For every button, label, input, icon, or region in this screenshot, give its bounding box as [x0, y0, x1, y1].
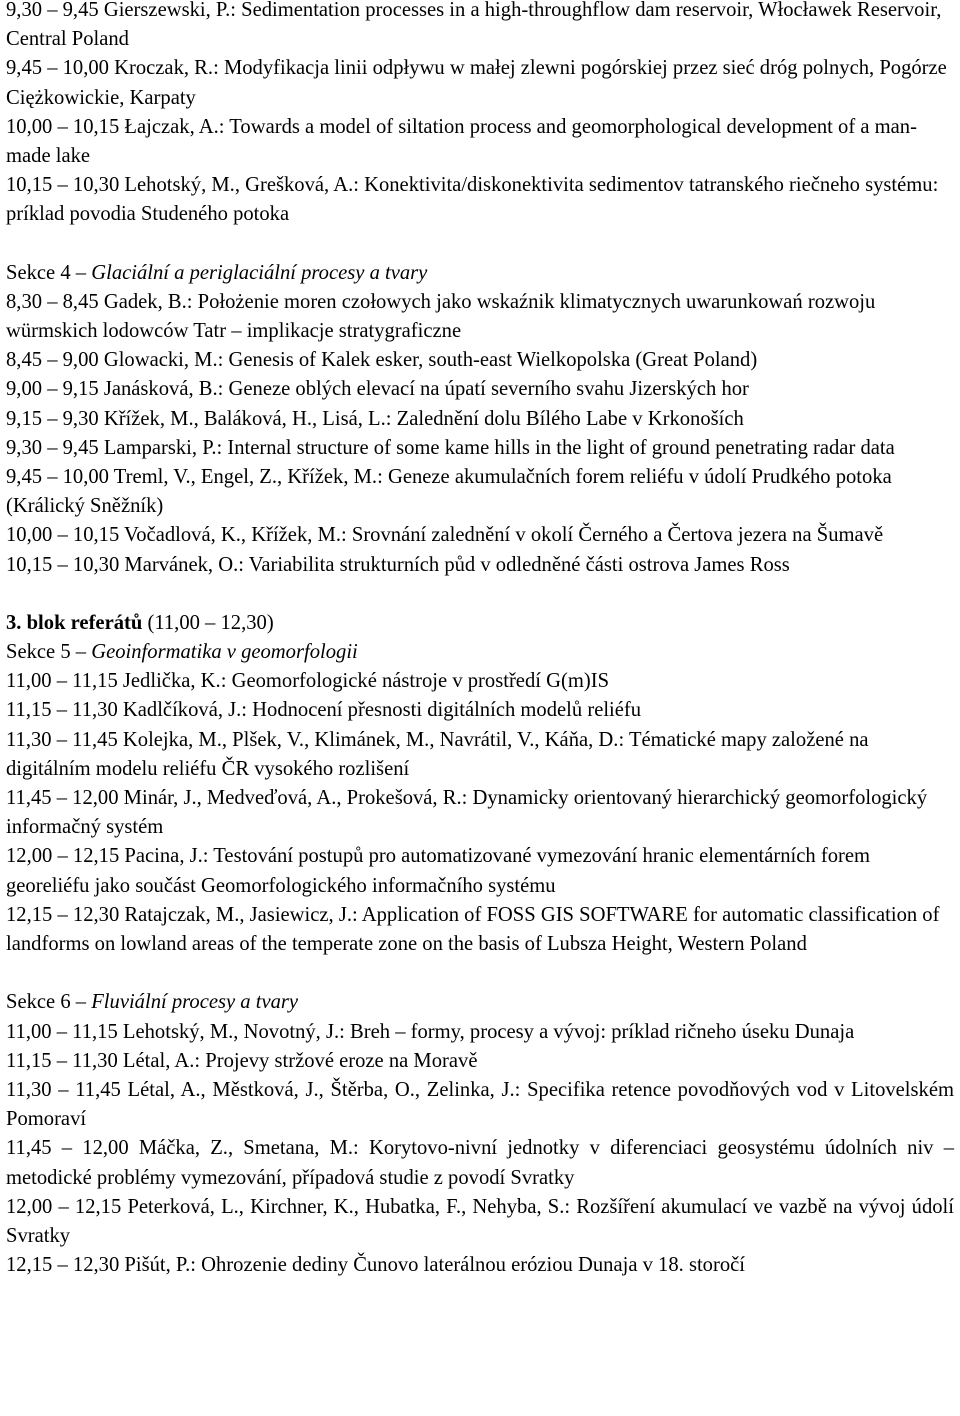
entry-title: Dynamicky orientovaný hierarchický geomorfologický informačný systém — [6, 787, 928, 839]
entry-time: 9,15 – 9,30 — [6, 407, 99, 430]
session-entry: 11,00 – 11,15 Lehotský, M., Novotný, J.: Breh – formy, procesy a vývoj: príklad ričneho úseku Dunaja — [6, 1020, 855, 1043]
entry-title: Geneze akumulačních forem reliéfu v údolí Prudkého potoka (Králický Sněžník) — [6, 466, 892, 518]
entry-title: Internal structure of some kame hills in the light of ground penetrating radar data — [227, 436, 895, 459]
entry-time: 11,45 – 12,00 — [6, 1137, 129, 1160]
session-entry: 11,30 – 11,45 Kolejka, M., Plšek, V., Klimánek, M., Navrátil, V., Káňa, D.: Tématické mapy založené na digitálním modelu reliéfu ČR vysokého rozlišení — [6, 728, 869, 780]
entry-time: 11,00 – 11,15 — [6, 1020, 118, 1043]
session-entry: 10,00 – 10,15 Łajczak, A.: Towards a model of siltation process and geomorphological development of a man-made lake — [6, 115, 917, 168]
entry-time: 11,45 – 12,00 — [6, 787, 119, 810]
entry-title: Geneze oblých elevací na úpatí severního svahu Jizerských hor — [228, 378, 749, 401]
session-entry: 11,15 – 11,30 Létal, A.: Projevy stržové eroze na Moravě — [6, 1049, 478, 1072]
entry-authors: Létal, A., Městková, J., Štěrba, O., Zelinka, J. — [127, 1078, 515, 1101]
session-entry: 9,30 – 9,45 Gierszewski, P.: Sedimentation processes in a high-throughflow dam reservoir, Włocławek Reservoir, Central Poland — [6, 0, 942, 51]
entry-time: 11,15 – 11,30 — [6, 1049, 118, 1072]
entry-time: 12,15 – 12,30 — [6, 1254, 120, 1277]
entry-title: Genesis of Kalek esker, south-east Wielkopolska (Great Poland) — [228, 349, 758, 372]
session-entry: 9,15 – 9,30 Křížek, M., Baláková, H., Lisá, L.: Zalednění dolu Bílého Labe v Krkonoších — [6, 407, 744, 430]
sekce-4 — [6, 259, 954, 580]
entry-title: Rozšíření akumulací ve vazbě na vývoj údolí Svratky — [6, 1195, 954, 1247]
section-gap — [6, 959, 954, 988]
session-entry: 11,15 – 11,30 Kadlčíková, J.: Hodnocení přesnosti digitálních modelů reliéfu — [6, 699, 642, 722]
entry-authors: Kolejka, M., Plšek, V., Klimánek, M., Navrátil, V., Káňa, D. — [122, 728, 619, 751]
session-entry: 12,00 – 12,15 Peterková, L., Kirchner, K., Hubatka, F., Nehyba, S.: Rozšíření akumulací ve vazbě na vývoj údolí Svratky — [6, 1195, 954, 1247]
entry-time: 11,30 – 11,45 — [6, 728, 118, 751]
entry-authors: Pacina, J. — [124, 845, 203, 868]
section-gap — [6, 230, 954, 259]
section-label: Sekce 6 – — [6, 991, 87, 1014]
entry-time: 11,00 – 11,15 — [6, 670, 118, 693]
entry-time: 9,45 – 10,00 — [6, 57, 109, 80]
session-entry: 12,15 – 12,30 Ratajczak, M., Jasiewicz, J.: Application of FOSS GIS SOFTWARE for automatic classification of landforms on lowland areas of the temperate zone on the basis of Lubsza Height, Western Poland — [6, 903, 940, 956]
sekce-6 — [6, 988, 954, 1280]
session-entry: 8,45 – 9,00 Glowacki, M.: Genesis of Kalek esker, south-east Wielkopolska (Great Poland) — [6, 349, 758, 372]
entry-title: Zalednění dolu Bílého Labe v Krkonoších — [396, 407, 744, 430]
session-entry: 8,30 – 8,45 Gadek, B.: Położenie moren czołowych jako wskaźnik klimatycznych uwarunkowań rozwoju würmskich lodowców Tatr – implikacje stratygraficzne — [6, 290, 876, 343]
entry-authors: Peterková, L., Kirchner, K., Hubatka, F., Nehyba, S. — [127, 1195, 565, 1218]
session-entry: 9,45 – 10,00 Treml, V., Engel, Z., Křížek, M.: Geneze akumulačních forem reliéfu v údolí Prudkého potoka (Králický Sněžník) — [6, 466, 892, 518]
entry-title: Ohrozenie dediny Čunovo laterálnou eróziou Dunaja v 18. storočí — [201, 1254, 745, 1277]
session-entry: 10,00 – 10,15 Vočadlová, K., Křížek, M.: Srovnání zalednění v okolí Černého a Čertova jezera na Šumavě — [6, 524, 884, 547]
entry-title: Hodnocení přesnosti digitálních modelů reliéfu — [252, 699, 642, 722]
entry-title: Położenie moren czołowych jako wskaźnik klimatycznych uwarunkowań rozwoju würmskich lodowców Tatr – implikacje stratygraficzne — [6, 290, 876, 343]
session-entry: 11,00 – 11,15 Jedlička, K.: Geomorfologické nástroje v prostředí G(m)IS — [6, 670, 610, 693]
section-name: Glaciální a periglaciální procesy a tvary — [91, 261, 428, 284]
section-name: Geoinformatika v geomorfologii — [91, 641, 358, 664]
entry-time: 10,00 – 10,15 — [6, 524, 120, 547]
entry-time: 10,15 – 10,30 — [6, 553, 120, 576]
entry-title: Korytovo-nivní jednotky v diferenciaci geosystému údolních niv – metodické problémy vymezování, případová studie z povodí Svratky — [6, 1137, 954, 1189]
entry-title: Geomorfologické nástroje v prostředí G(m)IS — [231, 670, 610, 693]
session-entry: 12,15 – 12,30 Pišút, P.: Ohrozenie dediny Čunovo laterálnou eróziou Dunaja v 18. storočí — [6, 1254, 745, 1277]
entry-authors: Łajczak, A. — [124, 115, 219, 138]
entry-authors: Gadek, B. — [103, 290, 187, 313]
entry-authors: Lamparski, P. — [103, 436, 217, 459]
entry-time: 11,30 – 11,45 — [6, 1078, 121, 1101]
entry-authors: Minár, J., Medveďová, A., Prokešová, R. — [123, 787, 462, 810]
entry-authors: Lehotský, M., Grešková, A. — [124, 174, 354, 197]
session-entry: 11,45 – 12,00 Máčka, Z., Smetana, M.: Korytovo-nivní jednotky v diferenciaci geosystému údolních niv – metodické problémy vymezování, případová studie z povodí Svratky — [6, 1137, 954, 1189]
entry-title: Specifika retence povodňových vod v Litovelském Pomoraví — [6, 1078, 954, 1131]
entry-title: Modyfikacja linii odpływu w małej zlewni pogórskiej przez sieć dróg polnych, Pogórze Ciężkowickie, Karpaty — [6, 57, 947, 109]
entry-time: 9,30 – 9,45 — [6, 436, 99, 459]
section-heading — [6, 988, 954, 1017]
block-heading — [6, 609, 954, 638]
entry-title: Srovnání zalednění v okolí Černého a Čertova jezera na Šumavě — [351, 524, 884, 547]
session-entry: 12,00 – 12,15 Pacina, J.: Testování postupů pro automatizované vymezování hranic elementárních forem georeliéfu jako součást Geomorfologického informačního systému — [6, 845, 871, 897]
entry-authors: Treml, V., Engel, Z., Křížek, M. — [113, 466, 378, 489]
entry-time: 10,15 – 10,30 — [6, 174, 120, 197]
sekce-5 — [6, 638, 954, 959]
session-entry: 10,15 – 10,30 Lehotský, M., Grešková, A.: Konektivita/diskonektivita sedimentov tatranského riečneho systému: príklad povodia Studeného potoka — [6, 174, 939, 226]
session-entry: 11,45 – 12,00 Minár, J., Medveďová, A., Prokešová, R.: Dynamicky orientovaný hierarchický geomorfologický informačný systém — [6, 787, 928, 839]
entry-authors: Máčka, Z., Smetana, M. — [138, 1137, 354, 1160]
entry-authors: Kroczak, R. — [114, 57, 214, 80]
entry-title: Variabilita strukturních půd v odledněné části ostrova James Ross — [248, 553, 790, 576]
section-label: Sekce 5 – — [6, 641, 87, 664]
entry-time: 9,00 – 9,15 — [6, 378, 99, 401]
entry-time: 9,45 – 10,00 — [6, 466, 109, 489]
entry-time: 12,00 – 12,15 — [6, 1195, 122, 1218]
entry-authors: Létal, A. — [122, 1049, 195, 1072]
entry-time: 11,15 – 11,30 — [6, 699, 118, 722]
entry-time: 12,15 – 12,30 — [6, 903, 120, 926]
section-label: Sekce 4 – — [6, 261, 87, 284]
entry-time: 12,00 – 12,15 — [6, 845, 120, 868]
entry-title: Sedimentation processes in a high-throughflow dam reservoir, Włocławek Reservoir, Central Poland — [6, 0, 942, 51]
entry-authors: Pišút, P. — [124, 1254, 191, 1277]
entry-time: 8,45 – 9,00 — [6, 349, 99, 372]
block-label: 3. blok referátů — [6, 611, 143, 634]
entry-time: 9,30 – 9,45 — [6, 0, 99, 21]
entry-authors: Jedlička, K. — [122, 670, 221, 693]
entry-authors: Kadlčíková, J. — [122, 699, 242, 722]
entry-title: Application of FOSS GIS SOFTWARE for automatic classification of landforms on lowland areas of the temperate zone on the basis of Lubsza Height, Western Poland — [6, 903, 940, 956]
entry-title: Towards a model of siltation process and geomorphological development of a man-made lake — [6, 115, 917, 168]
session-entry: 9,00 – 9,15 Janásková, B.: Geneze oblých elevací na úpatí severního svahu Jizerských hor — [6, 378, 749, 401]
entry-authors: Janásková, B. — [103, 378, 218, 401]
entry-authors: Křížek, M., Baláková, H., Lisá, L. — [103, 407, 386, 430]
entry-authors: Marvánek, O. — [124, 553, 239, 576]
session-entry: 10,15 – 10,30 Marvánek, O.: Variabilita strukturních půd v odledněné části ostrova James Ross — [6, 553, 790, 576]
entry-title: Projevy stržové eroze na Moravě — [205, 1049, 478, 1072]
session-entry: 9,45 – 10,00 Kroczak, R.: Modyfikacja linii odpływu w małej zlewni pogórskiej przez sieć dróg polnych, Pogórze Ciężkowickie, Karpaty — [6, 57, 947, 109]
entry-title: Konektivita/diskonektivita sedimentov tatranského riečneho systému: príklad povodia Studeného potoka — [6, 174, 939, 226]
entry-authors: Gierszewski, P. — [103, 0, 231, 21]
block-time: (11,00 – 12,30) — [147, 611, 274, 634]
entry-title: Tématické mapy založené na digitálním modelu reliéfu ČR vysokého rozlišení — [6, 728, 869, 780]
section-heading — [6, 638, 954, 667]
session-entry: 9,30 – 9,45 Lamparski, P.: Internal structure of some kame hills in the light of ground penetrating radar data — [6, 436, 895, 459]
entry-time: 10,00 – 10,15 — [6, 115, 120, 138]
entry-authors: Glowacki, M. — [103, 349, 218, 372]
entry-title: Testování postupů pro automatizované vymezování hranic elementárních forem georeliéfu jako součást Geomorfologického informačního systému — [6, 845, 871, 897]
entry-authors: Ratajczak, M., Jasiewicz, J. — [124, 903, 353, 926]
entry-authors: Lehotský, M., Novotný, J. — [122, 1020, 340, 1043]
entry-authors: Vočadlová, K., Křížek, M. — [124, 524, 341, 547]
section-heading — [6, 259, 954, 288]
section-name: Fluviální procesy a tvary — [91, 991, 299, 1014]
session-entry: 11,30 – 11,45 Létal, A., Městková, J., Štěrba, O., Zelinka, J.: Specifika retence povodňových vod v Litovelském Pomoraví — [6, 1078, 954, 1131]
section-gap — [6, 580, 954, 609]
pre-session-list — [6, 0, 954, 230]
document-page — [6, 0, 954, 1280]
entry-time: 8,30 – 8,45 — [6, 290, 99, 313]
entry-title: Breh – formy, procesy a vývoj: príklad ričneho úseku Dunaja — [350, 1020, 855, 1043]
